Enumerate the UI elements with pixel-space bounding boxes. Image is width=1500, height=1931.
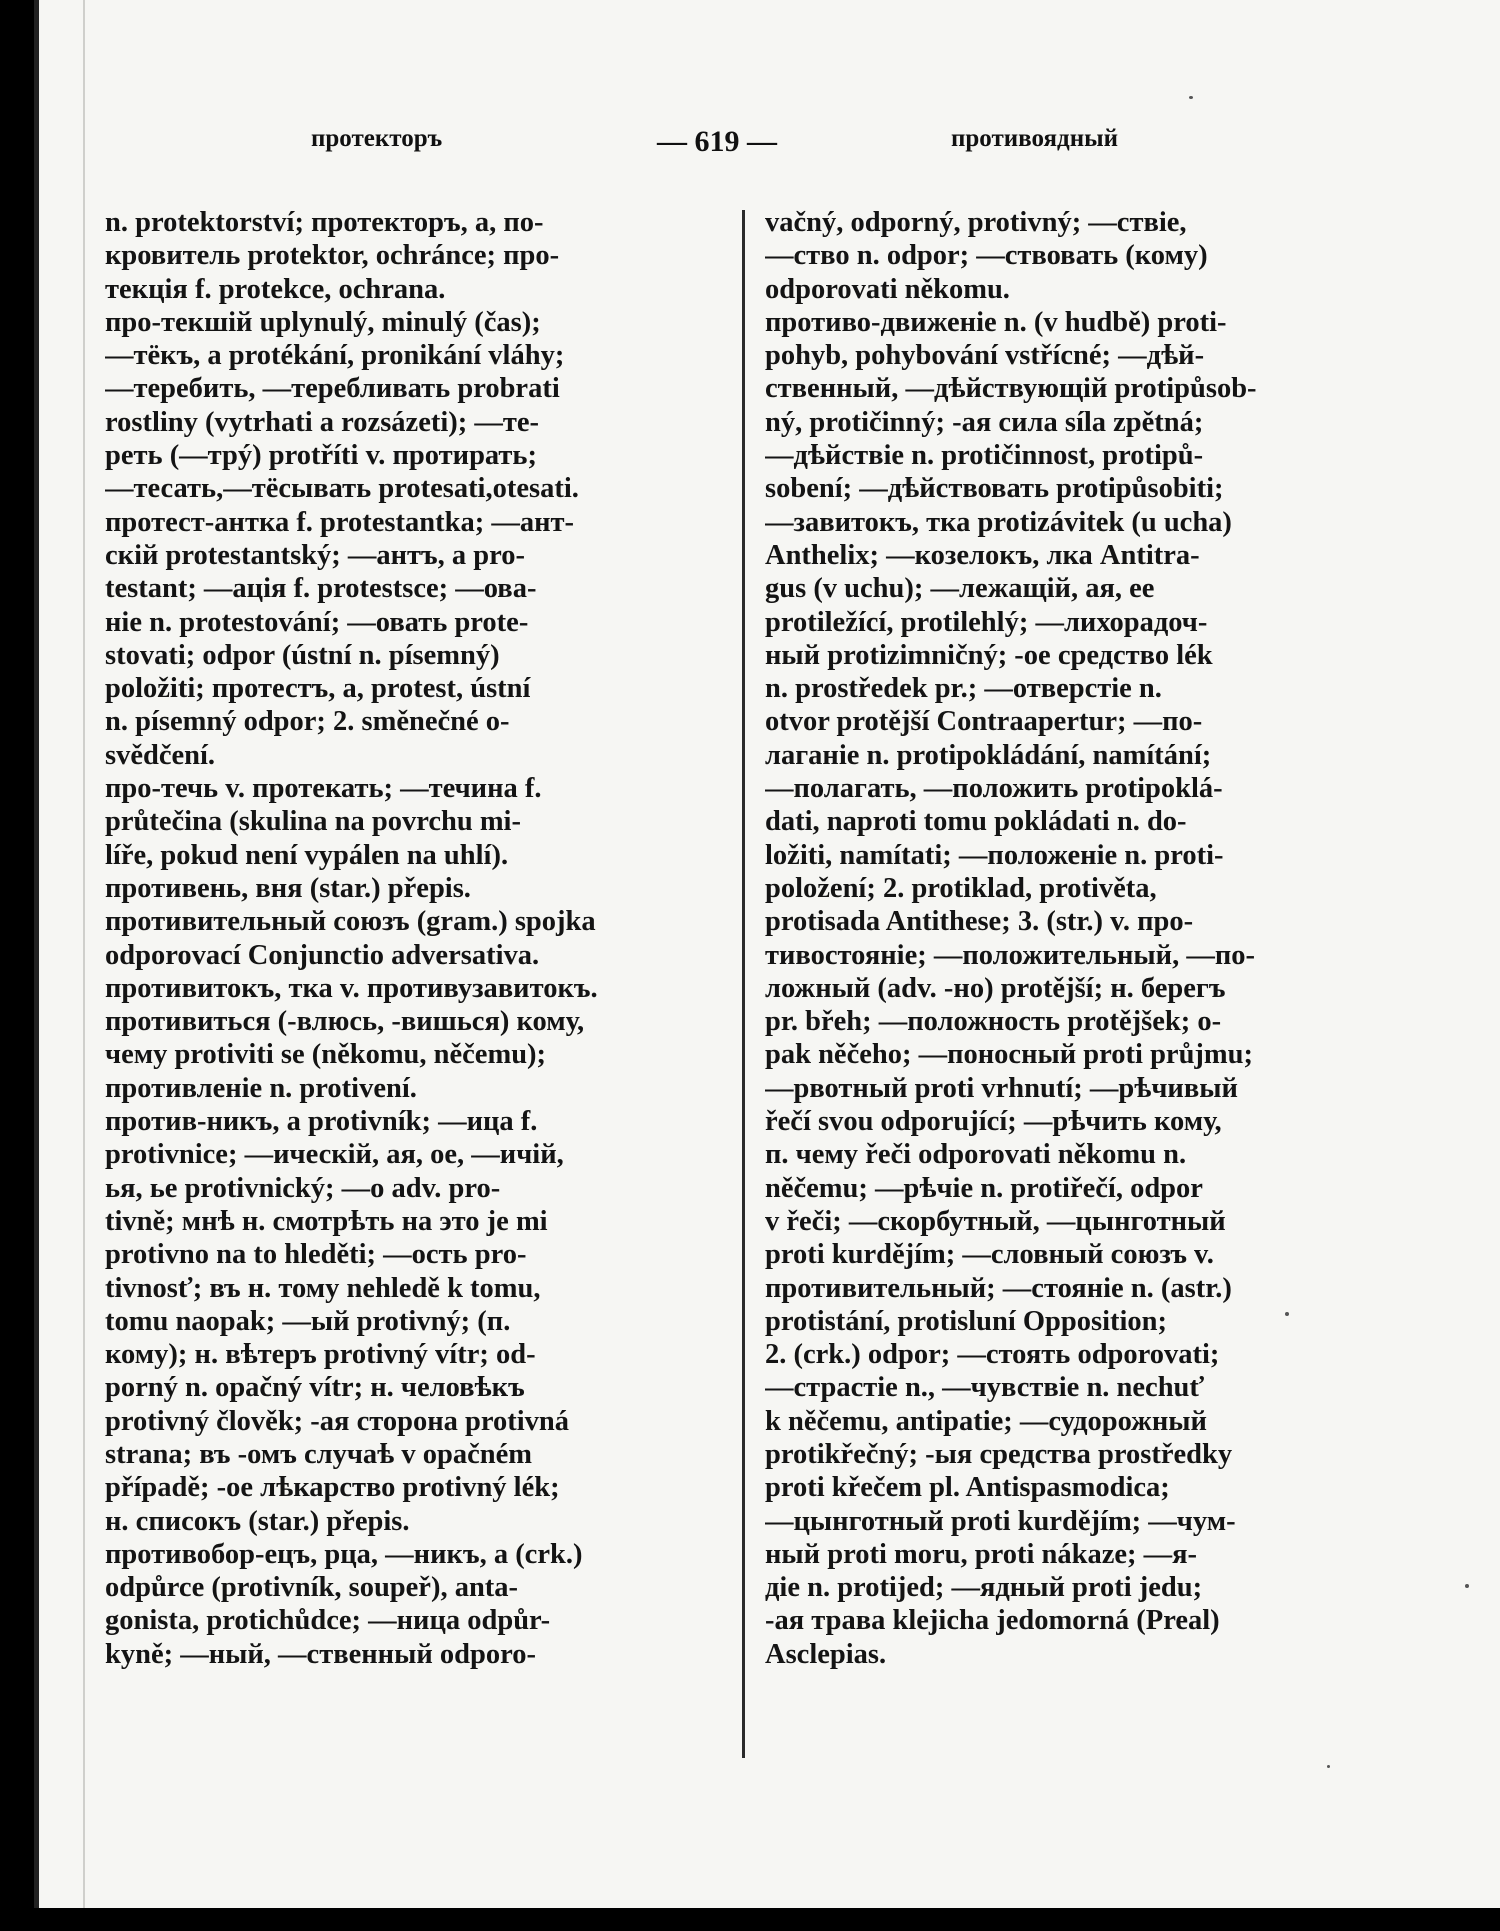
dictionary-line: противо-движеніе n. (v hudbě) proti- [765,306,1227,338]
dictionary-line: —тёкъ, a protékání, pronikání vláhy; [105,340,565,372]
dictionary-line: против-никъ, a protivník; —ица f. [105,1106,538,1138]
dictionary-line: průtečina (skulina na povrchu mi- [105,806,521,838]
page-header [39,125,1500,165]
dictionary-line: реть (—трý) protříti v. протирать; [105,440,537,472]
dictionary-line: —цынготный proti kurdějím; —чум- [765,1505,1236,1537]
dictionary-line: —ство n. odpor; —ствовать (кому) [765,240,1208,272]
dictionary-line: protisada Antithese; 3. (str.) v. про- [765,906,1194,938]
dictionary-line: tomu naopak; —ый protivný; (п. [105,1305,511,1337]
dictionary-line: противленіе n. protivení. [105,1072,417,1104]
dictionary-line: líře, pokud není vypálen na uhlí). [105,839,509,871]
dictionary-line: ный proti moru, proti nákaze; —я- [765,1538,1198,1570]
dictionary-line: položiti; протестъ, a, protest, ústní [105,673,531,705]
dictionary-line: п. чему řeči odporovati někomu n. [765,1139,1187,1171]
dictionary-line: proti křečem pl. Antispasmodica; [765,1472,1170,1504]
dictionary-line: противиться (-влюсь, -вишься) кому, [105,1006,585,1038]
dictionary-line: n. protektorství; протекторъ, a, по- [105,207,544,238]
header-left-word: протекторъ [311,125,443,152]
dictionary-line: gus (v uchu); —лежащій, ая, ее [765,573,1155,605]
print-speck [1189,96,1193,99]
dictionary-line: кровитель protektor, ochránce; про- [105,240,560,272]
dictionary-line: -ая трава klejicha jedomorná (Preal) [765,1605,1220,1637]
dictionary-line: противитокъ, тка v. противузавитокъ. [105,972,598,1004]
dictionary-line: про-текшій uplynulý, minulý (čas); [105,306,541,338]
dictionary-line: тивостояніе; —положительный, —по- [765,939,1255,971]
dictionary-line: противительный; —стояніе n. (astr.) [765,1272,1232,1304]
dictionary-line: otvor protější Contraapertur; —по- [765,706,1203,738]
dictionary-line: ья, ье protivnický; —о adv. pro- [105,1172,501,1204]
dictionary-line: proti kurdějím; —словный союзъ v. [765,1239,1214,1271]
dictionary-line: кому); н. вѣтеръ protivný vítr; od- [105,1339,536,1371]
dictionary-line: ложный (adv. -но) protější; н. берегъ [765,972,1226,1004]
dictionary-line: —завитокъ, тка protizávitek (u ucha) [765,506,1232,538]
header-right-word: противоядный [951,125,1119,152]
dictionary-line: ný, protičinný; -ая сила síla zpětná; [765,406,1204,438]
page-number: — 619 — [657,125,777,158]
dictionary-line: k něčemu, antipatie; —судорожный [765,1405,1207,1437]
dictionary-line: řečí svou odporující; —рѣчить кому, [765,1106,1222,1138]
dictionary-line: vačný, odporný, protivný; —ствіе, [765,207,1187,238]
dictionary-line: ložiti, namítati; —положеніе n. proti- [765,839,1224,871]
scan-edge-line [83,0,85,1908]
dictionary-line: svědčení. [105,739,216,771]
dictionary-line: текція f. protekce, ochrana. [105,273,446,305]
dictionary-line: odpůrce (protivník, soupeř), anta- [105,1572,519,1604]
dictionary-line: противобор-ецъ, рца, —никъ, a (crk.) [105,1538,583,1570]
dictionary-line: kyně; —ный, —ственный odporo- [105,1638,536,1670]
dictionary-line: něčemu; —рѣчіе n. protiřečí, odpor [765,1172,1203,1204]
dictionary-line: —тесать,—тёсывать protesati,otesati. [105,473,579,505]
dictionary-line: Anthelix; —козелокъ, лка Antitra- [765,539,1200,571]
dictionary-line: протест-антка f. protestantka; —ант- [105,506,574,538]
dictionary-line: v řeči; —скорбутный, —цынготный [765,1205,1226,1237]
dictionary-line: n. prostředek pr.; —отверстіе n. [765,673,1162,705]
dictionary-line: н. списокъ (star.) přepis. [105,1505,410,1537]
dictionary-line: dati, naproti tomu pokládati n. do- [765,806,1187,838]
dictionary-line: položení; 2. protiklad, protivěta, [765,872,1157,904]
left-column [105,206,727,1671]
dictionary-line: stovati; odpor (ústní n. písemný) [105,639,500,671]
dictionary-line: protiležící, protilehlý; —лихорадоч- [765,606,1208,638]
dictionary-line: strana; въ -омъ случаѣ v opačném [105,1438,533,1470]
dictionary-line: protistání, protisluní Opposition; [765,1305,1168,1337]
dictionary-line: Asclepias. [765,1638,887,1670]
dictionary-line: pak něčeho; —поносный proti průjmu; [765,1039,1253,1071]
dictionary-line: противительный союзъ (gram.) spojka [105,906,596,938]
dictionary-line: —теребить, —теребливать probrati [105,373,560,405]
dictionary-line: porný n. opačný vítr; н. человѣкъ [105,1372,525,1404]
dictionary-line: pohyb, pohybování vstřícné; —дѣй- [765,340,1205,372]
dictionary-line: tivnosť; въ н. тому nehledě k tomu, [105,1272,541,1304]
dictionary-line: protivnice; —ическій, ая, ое, —ичій, [105,1139,564,1171]
dictionary-line: tivně; мнѣ н. смотрѣть на это je mi [105,1205,548,1237]
dictionary-line: n. písemný odpor; 2. směnečné o- [105,706,510,738]
dictionary-line: скій protestantský; —антъ, a pro- [105,539,526,571]
dictionary-line: діе n. protijed; —ядный proti jedu; [765,1572,1203,1604]
dictionary-line: лаганіе n. protipokládání, namítání; [765,739,1212,771]
print-speck [1285,1312,1289,1316]
dictionary-line: ный protizimničný; -ое средство lék [765,639,1213,671]
right-column [765,206,1389,1671]
dictionary-line: protikřečný; -ыя средства prostředky [765,1438,1233,1470]
dictionary-line: чему protiviti se (někomu, něčemu); [105,1039,547,1071]
dictionary-line: —дѣйствіе n. protičinnost, protipů- [765,440,1204,472]
dictionary-line: —полагать, —положить protipoklá- [765,773,1223,805]
dictionary-line: gonista, protichůdce; —ница odpůr- [105,1605,551,1637]
dictionary-line: sobení; —дѣйствовать protipůsobiti; [765,473,1224,505]
dictionary-line: 2. (crk.) odpor; —стоять odporovati; [765,1339,1220,1371]
dictionary-line: противень, вня (star.) přepis. [105,872,471,904]
dictionary-line: rostliny (vytrhati a rozsázeti); —те- [105,406,539,438]
dictionary-line: protivný člověk; -ая сторона protivná [105,1405,570,1437]
dictionary-line: testant; —ація f. protestsce; —ова- [105,573,537,605]
dictionary-line: ніе n. protestování; —овать prote- [105,606,529,638]
dictionary-page [34,0,1500,1908]
dictionary-line: případě; -ое лѣкарство protivný lék; [105,1472,560,1504]
dictionary-line: pr. břeh; —положность protějšek; o- [765,1006,1222,1038]
dictionary-line: odporovati někomu. [765,273,1010,305]
dictionary-line: protivno na to hleděti; —ость pro- [105,1239,527,1271]
dictionary-line: odporovací Conjunctio adversativa. [105,939,540,971]
dictionary-line: —страстіе n., —чувствіе n. nechuť [765,1372,1205,1404]
dictionary-line: —рвотный proti vrhnutí; —рѣчивый [765,1072,1238,1104]
dictionary-line: ственный, —дѣйствующій protipůsob- [765,373,1257,405]
print-speck [1327,1765,1330,1768]
dictionary-line: про-течь v. протекать; —течина f. [105,773,542,805]
column-divider [742,210,745,1758]
print-speck [1465,1584,1469,1588]
